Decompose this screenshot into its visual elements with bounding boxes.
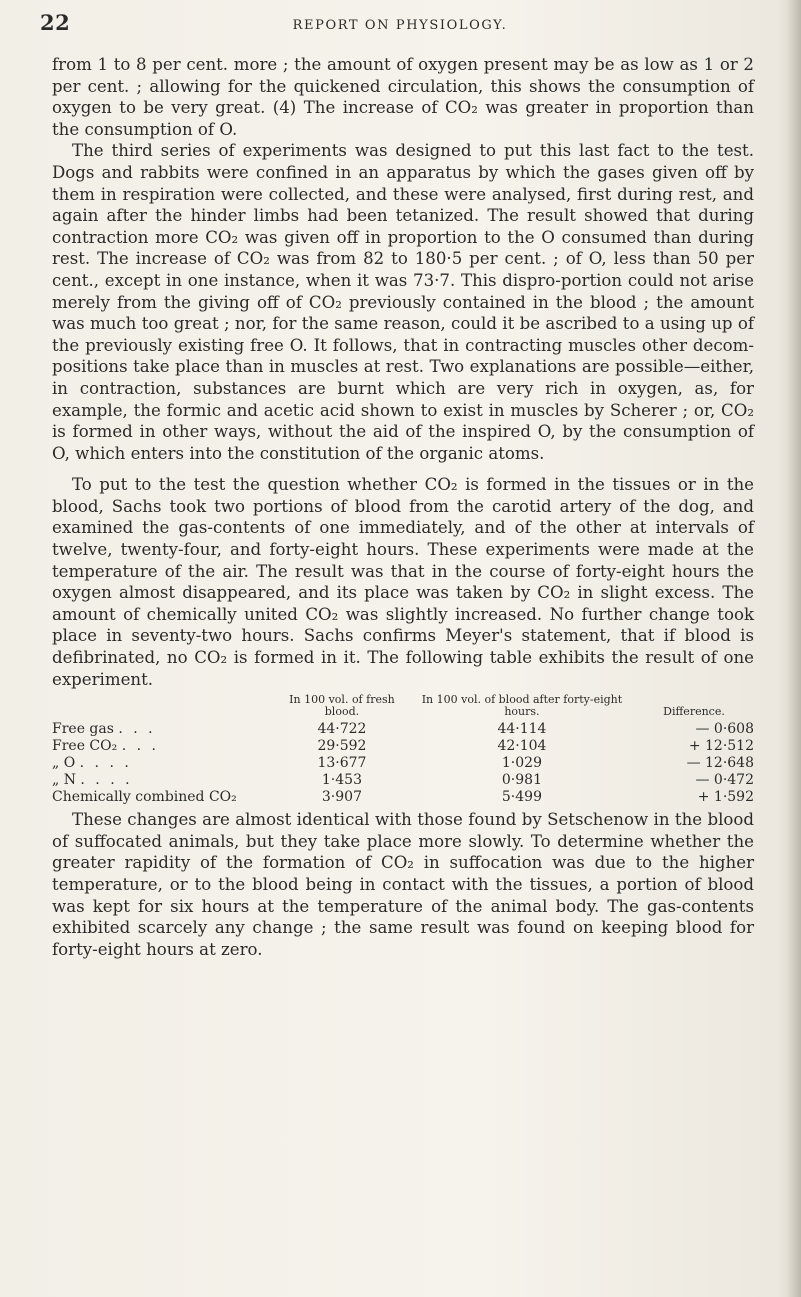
- table-header-blank: [52, 694, 274, 720]
- row-label: „ O . . . .: [52, 754, 132, 771]
- running-title: REPORT ON PHYSIOLOGY.: [292, 18, 508, 33]
- page-number: 22: [40, 10, 71, 35]
- table-row: [52, 720, 754, 737]
- table-row: [52, 788, 754, 805]
- paragraph-2: The third series of experiments was designed to put this last fact to the test. Dogs and rabbits were confined in an apparatus by which the gases given off by them in respiration were collected, and these were analysed, first during rest, and again after the hinder limbs had been tetanized. The result showed that during contraction more CO₂ was given off in proportion to the O consumed than during rest. The increase of CO₂ was from 82 to 180·5 per cent. ; of O, less than 50 per cent., except in one instance, when it was 73·7. This dispro-portion could not arise merely from the giving off of CO₂ previously contained in the blood ; the amount was much too great ; nor, for the same reason, could it be ascribed to a using up of the previously existing free O. It follows, that in contracting muscles other decom-positions take place than in muscles at rest. Two explanations are possible—either, in contraction, substances are burnt which are very rich in oxygen, as, for example, the formic and acetic acid shown to exist in muscles by Scherer ; or, CO₂ is formed in other ways, without the aid of the inspired O, by the consumption of O, which enters into the constitution of the organic atoms.: [52, 141, 754, 463]
- table-header-after: In 100 vol. of blood after forty-eight hours.: [421, 693, 623, 719]
- row-difference: — 0·472: [695, 771, 754, 788]
- table-row: [52, 737, 754, 754]
- row-after-value: 42·104: [497, 737, 547, 754]
- table-header-row: [52, 694, 754, 720]
- row-label: Free CO₂ . . .: [52, 737, 159, 754]
- paragraph-1: from 1 to 8 per cent. more ; the amount of oxygen present may be as low as 1 or 2 per cent. ; allowing for the quickened circulation, this shows the consumption of oxygen to be very great. (4) The increase of CO₂ was greater in proportion than the consumption of O.: [52, 55, 754, 139]
- row-label: Chemically combined CO₂: [52, 788, 237, 805]
- page-header: [40, 10, 760, 40]
- table-header-fresh: In 100 vol. of fresh blood.: [289, 693, 395, 719]
- row-label: „ N . . . .: [52, 771, 133, 788]
- page-edge-shadow: [787, 0, 801, 1297]
- row-after-value: 1·029: [501, 754, 542, 771]
- table-row: [52, 771, 754, 788]
- row-difference: — 0·608: [695, 720, 754, 737]
- row-difference: — 12·648: [686, 754, 754, 771]
- paragraph-3: To put to the test the question whether CO₂ is formed in the tissues or in the blood, Sachs took two portions of blood from the carotid artery of the dog, and examined the gas-contents of one immediately, and of the other at intervals of twelve, twenty-four, and forty-eight hours. These experiments were made at the temperature of the air. The result was that in the course of forty-eight hours the oxygen almost disappeared, and its place was taken by CO₂ in slight excess. The amount of chemically united CO₂ was slightly increased. No further change took place in seventy-two hours. Sachs confirms Meyer's statement, that if blood is defibrinated, no CO₂ is formed in it. The following table exhibits the result of one experiment.: [52, 475, 754, 689]
- row-difference: + 1·592: [697, 788, 754, 805]
- paragraph-4: These changes are almost identical with those found by Setschenow in the blood of suffocated animals, but they take place more slowly. To determine whether the greater rapidity of the formation of CO₂ in suffocation was due to the higher temperature, or to the blood being in contact with the tissues, a portion of blood was kept for six hours at the temperature of the animal body. The gas-contents exhibited scarcely any change ; the same result was found on keeping blood for forty-eight hours at zero.: [52, 810, 754, 959]
- row-after-value: 0·981: [501, 771, 542, 788]
- table-row: [52, 754, 754, 771]
- row-fresh-value: 3·907: [321, 788, 362, 805]
- row-label: Free gas . . .: [52, 720, 156, 737]
- row-after-value: 5·499: [501, 788, 542, 805]
- row-difference: + 12·512: [688, 737, 754, 754]
- row-fresh-value: 1·453: [321, 771, 362, 788]
- row-fresh-value: 29·592: [317, 737, 367, 754]
- row-after-value: 44·114: [497, 720, 547, 737]
- body-text: [52, 54, 754, 960]
- row-fresh-value: 13·677: [317, 754, 367, 771]
- table-header-difference: Difference.: [663, 705, 725, 719]
- gas-results-table: [52, 694, 754, 805]
- row-fresh-value: 44·722: [317, 720, 367, 737]
